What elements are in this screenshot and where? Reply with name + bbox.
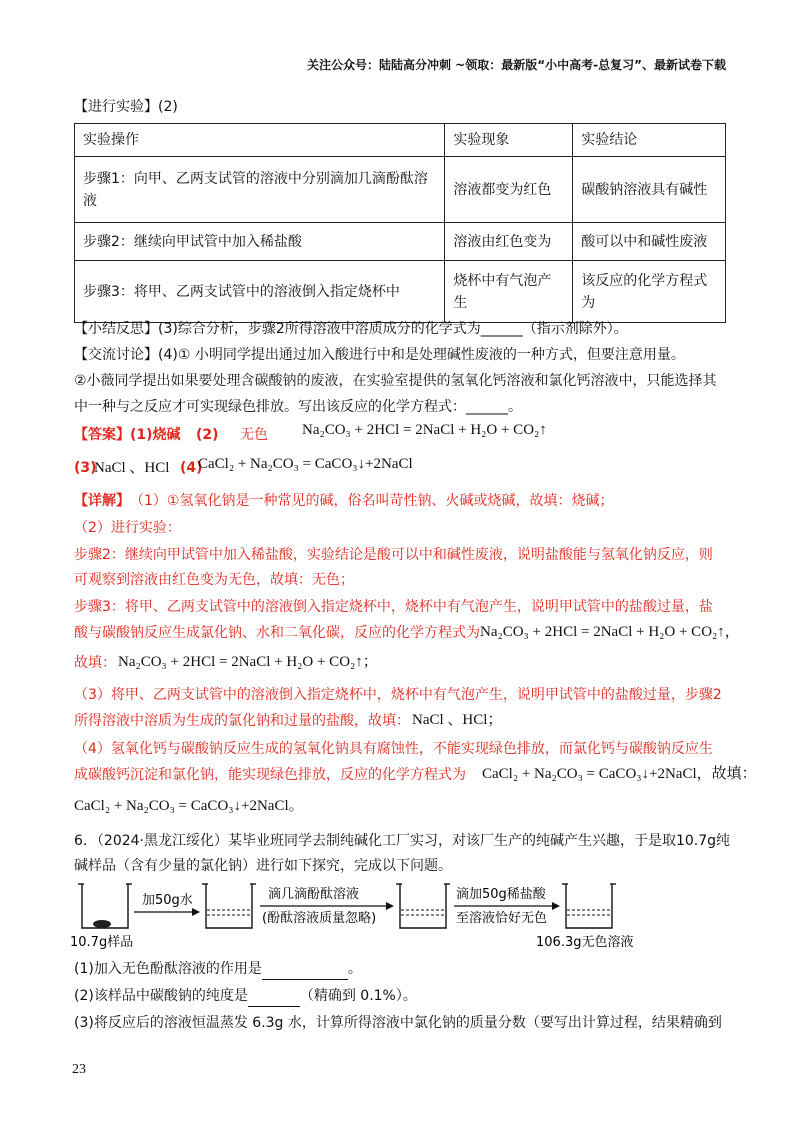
question-3: 【小结反思】(3)综合分析，步骤2所得溶液中溶质成分的化学式为______（指示剂除外）。 [74, 321, 628, 337]
table-cell: 步骤1：向甲、乙两支试管的溶液中分别滴加几滴酚酞溶液 [75, 157, 445, 223]
detail-line: （2）进行实验： [74, 520, 181, 536]
question-6-part-3: (3)将反应后的溶液恒温蒸发 6.3g 水，计算所得溶液中氯化钠的质量分数（要写出计算过程，结果精确到 [74, 1015, 722, 1031]
beaker-2-icon [202, 884, 256, 928]
beaker-4-icon [562, 884, 616, 928]
table-header-row [75, 124, 726, 157]
detail-line: （3）将甲、乙两支试管中的溶液倒入指定烧杯中，烧杯中有气泡产生，说明甲试管中的盐酸过量，步骤2 [74, 687, 722, 703]
table-row [75, 223, 726, 261]
detail-line: 可观察到溶液由红色变为无色，故填：无色； [74, 572, 354, 588]
question-4-part-1: 【交流讨论】(4)① 小明同学提出通过加入酸进行中和是处理碱性废液的一种方式，但要注意用量。 [74, 347, 685, 363]
table-header-cell: 实验结论 [573, 124, 726, 157]
question-6-part-2-end: （精确到 0.1%）。 [299, 988, 417, 1004]
detail-equation: CaCl₂ + Na₂CO₃ = CaCO₃↓+2NaCl。 [74, 798, 304, 814]
question-6-line2: 碱样品（含有少量的氯化钠）进行如下探究，完成以下问题。 [74, 858, 452, 874]
answer-3-text: NaCl 、HCl [94, 460, 170, 476]
answer-blank[interactable] [248, 990, 300, 1007]
experiment-flow-diagram [70, 878, 690, 950]
sample-label: 10.7g样品 [70, 935, 134, 950]
table-cell: 该反应的化学方程式为 [573, 261, 726, 323]
answer-3-label: (3) [74, 460, 97, 476]
question-4-part-2-line2: 中一种与之反应才可实现绿色排放。写出该反应的化学方程式：______。 [74, 399, 522, 415]
step-1-label: 加50g水 [142, 893, 193, 908]
table-cell: 烧杯中有气泡产生 [445, 261, 573, 323]
experiment-table [74, 123, 726, 323]
detail-equation: Na₂CO₃ + 2HCl = 2NaCl + H₂O + CO₂↑， [480, 624, 740, 640]
detail-equation: CaCl₂ + Na₂CO₃ = CaCO₃↓+2NaCl，故填： [482, 766, 757, 782]
detail-equation: NaCl 、HCl； [412, 712, 503, 728]
step-2-note: (酚酞溶液质量忽略) [262, 911, 377, 926]
step-2-label: 滴几滴酚酞溶液 [268, 887, 360, 902]
answer-1: (1)烧碱 [130, 427, 181, 443]
detail-line: 所得溶液中溶质为生成的氯化钠和过量的盐酸，故填： [74, 713, 410, 729]
step-3-note: 至溶液恰好无色 [456, 911, 548, 926]
detail-label: 【详解】 [74, 493, 130, 509]
question-4-part-2-line1: ②小薇同学提出如果要处理含碳酸钠的废液，在实验室提供的氢氧化钙溶液和氯化钙溶液中，只能选择其 [74, 373, 717, 389]
answer-equation-1: Na₂CO₃ + 2HCl = 2NaCl + H₂O + CO₂↑ [302, 422, 547, 438]
detail-equation: Na₂CO₃ + 2HCl = 2NaCl + H₂O + CO₂↑； [118, 654, 378, 670]
detail-line: 步骤3：将甲、乙两支试管中的溶液倒入指定烧杯中，烧杯中有气泡产生，说明甲试管中的盐酸过量，盐 [74, 599, 713, 615]
answer-4-label: (4) [180, 460, 203, 476]
detail-line: 酸与碳酸钠反应生成氯化钠、水和二氧化碳，反应的化学方程式为 [74, 625, 480, 641]
answer-2-text: 无色 [240, 427, 268, 443]
answer-blank[interactable] [262, 963, 348, 980]
question-6-part-1-end: 。 [347, 961, 362, 977]
beaker-3-icon [396, 884, 450, 928]
page-header: 关注公众号：陆陆高分冲刺 ~领取：最新版“小中高考-总复习”、最新试卷下载 [307, 58, 726, 72]
answer-2-label: (2) [196, 427, 219, 443]
question-6-line1: 6．（2024·黑龙江绥化）某毕业班同学去制纯碱化工厂实习，对该厂生产的纯碱产生兴趣，于是取10.7g纯 [74, 833, 731, 849]
table-header-cell: 实验操作 [75, 124, 445, 157]
answer-label: 【答案】 [74, 427, 130, 443]
beaker-1-icon [78, 884, 132, 928]
table-cell: 步骤2：继续向甲试管中加入稀盐酸 [75, 223, 445, 261]
page-number: 23 [72, 1062, 86, 1077]
detail-line: 故填： [74, 655, 116, 671]
question-6-part-2 [74, 985, 417, 1007]
detail-line: 步骤2：继续向甲试管中加入稀盐酸，实验结论是酸可以中和碱性废液，说明盐酸能与氢氧化钠反应，则 [74, 547, 713, 563]
detail-line: 成碳酸钙沉淀和氯化钠，能实现绿色排放，反应的化学方程式为 [74, 767, 466, 783]
detail-line: （4）氢氧化钙与碳酸钠反应生成的氢氧化钠具有腐蚀性，不能实现绿色排放，而氯化钙与碳酸钠反应生 [74, 741, 713, 757]
answer-equation-2: CaCl₂ + Na₂CO₃ = CaCO₃↓+2NaCl [198, 456, 413, 472]
table-cell: 步骤3：将甲、乙两支试管中的溶液倒入指定烧杯中 [75, 261, 445, 323]
table-cell: 溶液由红色变为 [445, 223, 573, 261]
section-heading-experiment: 【进行实验】(2) [74, 99, 178, 115]
detail-line: （1）①氢氧化钠是一种常见的碱，俗名叫苛性钠、火碱或烧碱，故填：烧碱； [130, 493, 614, 509]
question-6-part-1 [74, 958, 362, 980]
table-header-cell: 实验现象 [445, 124, 573, 157]
question-6-part-1-text: (1)加入无色酚酞溶液的作用是 [74, 961, 262, 977]
table-cell: 酸可以中和碱性废液 [573, 223, 726, 261]
table-cell: 碳酸钠溶液具有碱性 [573, 157, 726, 223]
table-row [75, 157, 726, 223]
table-row [75, 261, 726, 323]
table-cell: 溶液都变为红色 [445, 157, 573, 223]
result-label: 106.3g无色溶液 [536, 935, 634, 950]
question-6-part-2-text: (2)该样品中碳酸钠的纯度是 [74, 988, 248, 1004]
step-3-label: 滴加50g稀盐酸 [456, 887, 546, 902]
